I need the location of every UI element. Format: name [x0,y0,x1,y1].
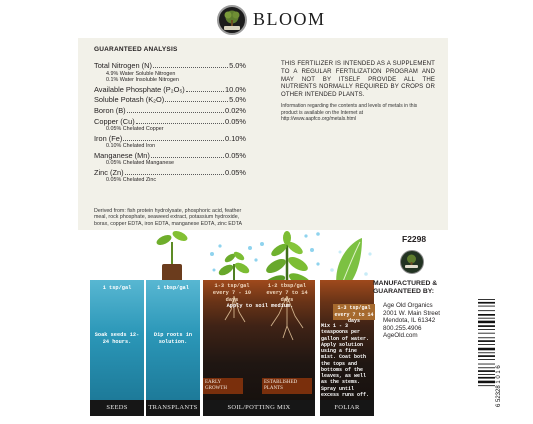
nutrient-value: 10.0% [225,84,246,94]
seeds-rate: 1 tsp/gal [102,285,132,291]
nutrient-sub-line: 4.9% Water Soluble Nitrogen [106,70,176,77]
supplement-notice: THIS FERTILIZER IS INTENDED AS A SUPPLEMENT TO A REGULAR FERTILIZATION PROGRAM AND MAY NOT BY ITSELF PROVIDE ALL THE NUTRIENTS NORMALLY REQUIRED BY CROPS OR OTHER INTENDED PLANTS. [281,60,435,99]
leader-dots [136,123,224,124]
band-transplants: TRANSPLANTS [146,400,200,416]
product-code: F2298 [402,234,427,244]
nutrient-sub-line: 0.05% Chelated Zinc [106,177,157,184]
manufacturer-street: 2001 W. Main Street [383,309,441,317]
transplants-rate: 1 tbsp/gal [157,285,189,291]
nutrient-value: 0.05% [225,167,246,177]
derived-from-text: Derived from: fish protein hydrolysate, phosphoric acid, feather meal, rock phosphate, seaweed extract, potassium hydroxide, borax, copper EDTA, iron EDTA, manganese EDTA, zinc EDTA [94,208,242,227]
nutrient-name: Copper (Cu) [94,116,135,126]
analysis-row [94,152,246,161]
manufacturer-name: Age Old Organics [383,302,433,309]
nutrient-value: 0.02% [225,105,246,115]
analysis-row [94,118,246,127]
guaranteed-analysis-rows [94,62,246,185]
leader-dots [151,157,224,158]
barcode-digits: 6 52328 1 0 1 6 [496,365,502,407]
age-old-logo-icon [217,5,247,35]
leader-dots [123,140,224,141]
header [0,0,533,38]
analysis-row [94,96,246,105]
early-growth-rate: 1-3 tsp/gal [214,283,250,289]
nutrient-value: 5.0% [229,61,246,71]
leader-dots [125,174,224,175]
analysis-row [94,62,246,71]
manufacturer-phone: 800.255.4906 [383,324,422,332]
foliar-frequency: every 7 to 14 days [334,311,374,324]
manufacturer-website: AgeOld.com [383,332,418,340]
analysis-row [94,169,246,178]
established-frequency: every 7 to 14 days [266,290,308,303]
nutrient-sub-line: 0.05% Chelated Manganese [106,160,175,167]
early-growth-label: EARLY GROWTH [203,378,243,394]
nutrient-sub-line: 0.05% Chelated Copper [106,126,164,133]
band-soil: SOIL/POTTING MIX [203,400,315,416]
nutrient-name: Soluble Potash (K₂O) [94,95,165,105]
nutrient-value: 5.0% [229,95,246,105]
early-growth-frequency: every 7 - 10 days [212,290,252,303]
soil-instructions: Apply to soil medium. [226,303,294,309]
manufacturer-address [383,302,478,340]
nutrient-name: Available Phosphate (P₂O₅) [94,84,185,94]
nutrient-name: Boron (B) [94,105,126,115]
seeds-instructions: Soak seeds 12-24 hours. [94,332,140,345]
leader-dots [186,91,224,92]
page-title: BLOOM [253,9,326,29]
nutrient-value: 0.10% [225,133,246,143]
established-rate: 1-2 tbsp/gal [267,283,307,289]
nutrient-value: 0.05% [225,116,246,126]
nutrient-sub-line: 0.1% Water Insoluble Nitrogen [106,77,179,84]
leader-dots [127,112,224,113]
nutrient-name: Zinc (Zn) [94,167,124,177]
analysis-row [94,86,246,95]
foliar-rate-tag [333,304,375,324]
analysis-row [94,107,246,116]
transplants-instructions: Dip roots in solution. [153,332,193,345]
established-plants-label: ESTABLISHED PLANTS [262,378,312,394]
band-seeds: SEEDS [90,400,144,416]
foliar-instructions: Mix 1 - 3 teaspoons per gallon of water. Apply solution using a fine mist. Coat both the tops and bottoms of the leaves, as well as the stems. Spray until excess runs off. [321,323,370,398]
nutrient-name: Manganese (Mn) [94,150,150,160]
barcode [476,297,502,409]
manufacturer-title: MANUFACTURED & GUARANTEED BY: [373,280,438,295]
nutrient-sub-line: 0.10% Chelated Iron [106,143,156,150]
metals-info-text: Information regarding the contents and levels of metals in this product is available on the Internet at http://www.aapfco.org/metals.html [281,103,418,122]
guaranteed-analysis [94,46,246,186]
nutrient-name: Total Nitrogen (N) [94,61,152,71]
foliar-rate: 1-3 tsp/gal [337,305,371,311]
manufacturer-city: Mendota, IL 61342 [383,317,436,325]
leader-dots [165,101,228,102]
nutrient-name: Iron (Fe) [94,133,123,143]
leader-dots [153,67,228,68]
analysis-row [94,135,246,144]
age-old-seal-icon [400,250,424,274]
guaranteed-analysis-title: GUARANTEED ANALYSIS [94,46,178,53]
band-foliar: FOLIAR [320,400,374,416]
nutrient-value: 0.05% [225,150,246,160]
